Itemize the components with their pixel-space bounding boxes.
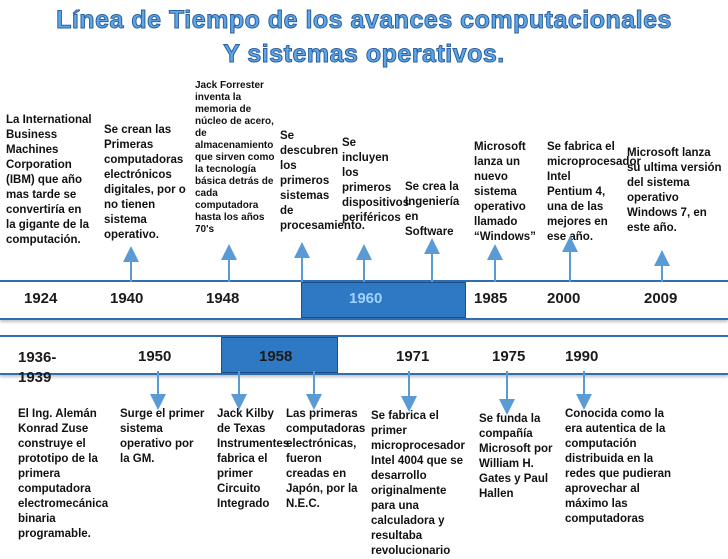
year-1990: 1990 <box>565 348 599 365</box>
event-1985: Microsoft lanza un nuevo sistema operativo llamado “Windows” <box>474 141 536 243</box>
year-1958: 1958 <box>259 348 293 365</box>
year-1924: 1924 <box>24 290 58 307</box>
year-1950: 1950 <box>138 348 172 365</box>
event-1971: Se fabrica el primer microprocesador Intel 4004 que se desarrollo originalmente para una calculadora y resultaba revolucionario <box>371 410 465 557</box>
event-1950: Surge el primer sistema operativo por la GM. <box>120 408 205 465</box>
event-1936-1939: El Ing. Alemán Konrad Zuse construye el prototipo de la primera computadora electromecánica binaria programable. <box>18 408 109 540</box>
year-1936-1939: 1936- 1939 <box>18 349 57 386</box>
event-1958-japan: Las primeras computadoras electrónicas, fueron creadas en Japón, por la N.E.C. <box>286 408 366 510</box>
event-1975: Se funda la compañía Microsoft por William H. Gates y Paul Hallen <box>479 413 553 500</box>
year-1985: 1985 <box>474 290 508 307</box>
event-1960-software: Se crea la Ingeniería en Software <box>405 181 460 238</box>
event-1960-peripherals: Se incluyen los primeros dispositivos periféricos <box>342 137 410 224</box>
event-1958: Jack Kilby de Texas Instrumentes fabrica el primer Circuito Integrado <box>217 408 290 510</box>
year-2009: 2009 <box>644 290 678 307</box>
event-1948-processing: Se descubren los primeros sistemas de procesamiento. <box>280 130 365 232</box>
year-1948: 1948 <box>206 290 240 307</box>
year-2000: 2000 <box>547 290 581 307</box>
event-2009: Microsoft lanza su ultima versión del sistema operativo Windows 7, en este año. <box>627 147 722 234</box>
year-1960: 1960 <box>349 290 383 307</box>
title-line-1: Línea de Tiempo de los avances computacionales <box>56 6 672 34</box>
year-1940: 1940 <box>110 290 144 307</box>
event-1990: Conocida como la era autentica de la computación distribuida en la redes que pudieran aprovechar al máximo las computadoras <box>565 408 672 525</box>
year-1975: 1975 <box>492 348 526 365</box>
event-1940: Se crean las Primeras computadoras electrónicos digitales, por o no tienen sistema operativo. <box>104 124 186 241</box>
title-line-2: Y sistemas operativos. <box>223 40 505 68</box>
year-1971: 1971 <box>396 348 430 365</box>
event-1924: La International Business Machines Corporation (IBM) que año mas tarde se convertiría en la gigante de la computación. <box>6 114 92 246</box>
event-2000: Se fabrica el microprocesador Intel Pentium 4, una de las mejores en ese año. <box>547 141 641 243</box>
event-1948: Jack Forrester inventa la memoria de núcleo de acero, de almacenamiento que sirven como la tecnología básica detrás de cada computadora hasta los años 70's <box>195 80 275 235</box>
